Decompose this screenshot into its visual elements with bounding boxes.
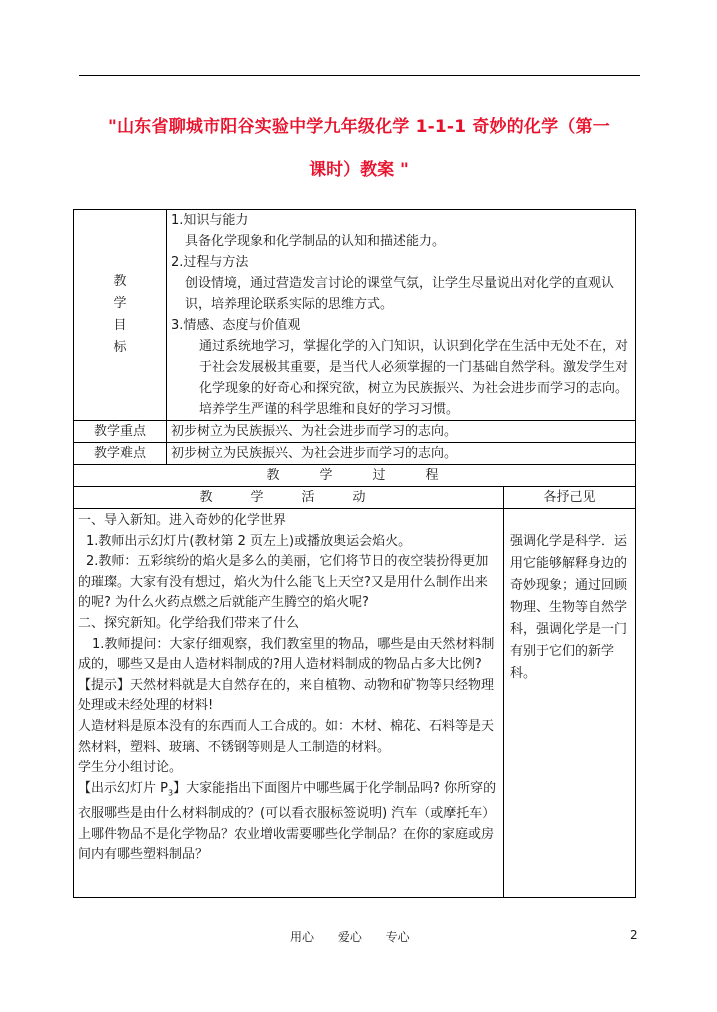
objective-text: 具备化学现象和化学制品的认知和描述能力。 bbox=[185, 234, 446, 249]
objective-heading: 1.知识与能力 bbox=[171, 213, 249, 228]
slide-number: 3 bbox=[167, 788, 174, 798]
process-header-row bbox=[74, 465, 636, 487]
activity-paragraph: 2.教师：五彩缤纷的焰火是多么的美丽，它们将节日的夜空装扮得更加的璀璨。大家有没有想过，焰火为什么能飞上天空?又是用什么制作出来的呢? 为什么火药点燃之后就能产生腾空的焰火呢? bbox=[78, 554, 489, 611]
section-heading: 一、导入新知。进入奇妙的化学世界 bbox=[78, 513, 287, 528]
page-number: 2 bbox=[630, 928, 638, 942]
hint-paragraph: 【提示】天然材料就是大自然存在的，来自植物、动物和矿物等只经物理处理或未经处理的材料! bbox=[78, 677, 495, 714]
slide-text: 】大家能指出下面图片中哪些属于化学制品吗? 你所穿的衣服哪些是由什么材料制成的？(可以看衣服标签说明) 汽车（或摩托车）上哪件物品不是化学物品？农业增收需要哪些化学制品？在你的家庭或房间内有哪些塑料制品？ bbox=[78, 780, 497, 863]
activity-content bbox=[74, 509, 504, 898]
objective-text: 创设情境，通过营造发言讨论的课堂气氛，让学生尽量说出对化学的直观认识，培养理论联系实际的思维方式。 bbox=[185, 276, 615, 312]
section-heading: 二、探究新知。化学给我们带来了什么 bbox=[78, 615, 300, 631]
objective-heading: 2.过程与方法 bbox=[171, 255, 249, 270]
notes-header: 各抒己见 bbox=[504, 487, 636, 509]
slide-paragraph bbox=[78, 779, 499, 866]
objectives-label-char: 学 bbox=[113, 296, 127, 311]
activity-header: 教学活动 bbox=[74, 487, 504, 509]
key-point-row bbox=[74, 421, 636, 443]
objectives-row bbox=[74, 210, 636, 421]
document-title-line-1: "山东省聊城市阳谷实验中学九年级化学 1-1-1 奇妙的化学（第一 bbox=[108, 117, 610, 137]
header-rule bbox=[79, 75, 640, 76]
activity-paragraph: 1.教师提问：大家仔细观察，我们教室里的物品，哪些是由天然材料制成的，哪些又是由人造材料制成的?用人造材料制成的物品占多大比例? bbox=[78, 636, 495, 673]
difficulty-row bbox=[74, 443, 636, 465]
lesson-plan-table bbox=[73, 209, 636, 898]
activity-paragraph: 1.教师出示幻灯片(教材第 2 页左上)或播放奥运会焰火。 bbox=[86, 533, 412, 549]
objectives-content bbox=[167, 210, 636, 421]
footer-motto: 用心 爱心 专心 bbox=[290, 930, 410, 944]
slide-label: 【出示幻灯片 P bbox=[78, 780, 168, 796]
activity-paragraph: 学生分小组讨论。 bbox=[78, 760, 183, 776]
objectives-label bbox=[74, 210, 167, 421]
key-point-label: 教学重点 bbox=[74, 421, 167, 443]
key-point-text: 初步树立为民族振兴、为社会进步而学习的志向。 bbox=[167, 421, 636, 443]
document-title-line-2: 课时）教案 " bbox=[309, 160, 409, 180]
notes-content: 强调化学是科学．运用它能够解释身边的奇妙现象；通过回顾物理、生物等自然学科，强调化学是一门有别于它们的新学科。 bbox=[504, 509, 636, 898]
process-header: 教学过程 bbox=[74, 465, 636, 487]
difficulty-label: 教学难点 bbox=[74, 443, 167, 465]
activity-header-row bbox=[74, 487, 636, 509]
activity-paragraph: 人造材料是原本没有的东西而人工合成的。如：木材、棉花、石料等是天然材料，塑料、玻璃、不锈钢等则是人工制造的材料。 bbox=[78, 718, 495, 755]
objective-text: 通过系统地学习，掌握化学的入门知识，认识到化学在生活中无处不在，对于社会发展极其重要，是当代人必须掌握的一门基础自然学科。激发学生对化学现象的好奇心和探究欲，树立为民族振兴、为社会进步而学习的志向。培养学生严谨的科学思维和良好的学习习惯。 bbox=[199, 339, 629, 417]
activity-body-row bbox=[74, 509, 636, 898]
difficulty-text: 初步树立为民族振兴、为社会进步而学习的志向。 bbox=[167, 443, 636, 465]
objectives-label-char: 教 bbox=[113, 274, 127, 289]
objectives-label-char: 目 bbox=[113, 318, 127, 333]
objective-heading: 3.情感、态度与价值观 bbox=[171, 318, 301, 333]
objectives-label-char: 标 bbox=[113, 340, 127, 355]
